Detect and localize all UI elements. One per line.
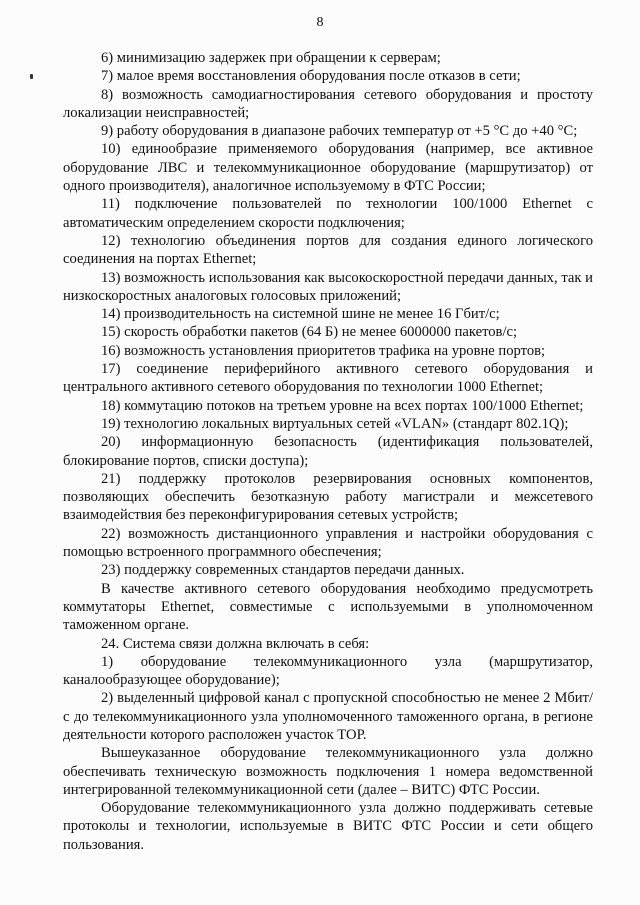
paragraph-item-20: 20) информационную безопасность (идентификация пользователей, блокирование портов, списки доступа); bbox=[63, 434, 593, 469]
paragraph-item-21: 21) поддержку протоколов резервирования основных компонентов, позволяющих обеспечить безотказную работу магистрали и межсетевого взаимодействия без переконфигурирования сетевых устройств; bbox=[63, 470, 593, 524]
paragraph-item-7: 7) малое время восстановления оборудования после отказов в сети; bbox=[101, 68, 521, 85]
scan-mark bbox=[30, 74, 33, 79]
paragraph-item-8: 8) возможность самодиагностирования сетевого оборудования и простоту локализации неисправностей; bbox=[63, 86, 593, 121]
paragraph-item-19: 19) технологию локальных виртуальных сетей «VLAN» (стандарт 802.1Q); bbox=[101, 415, 569, 432]
paragraph-item-17: 17) соединение периферийного активного сетевого оборудования и центрального активного сетевого оборудования по технологии 1000 Ethernet; bbox=[63, 361, 593, 396]
paragraph-item-11: 11) подключение пользователей по технологии 100/1000 Ethernet с автоматическим определением скорости подключения; bbox=[63, 196, 593, 231]
paragraph-item-22: 22) возможность дистанционного управления и настройки оборудования с помощью встроенного программного обеспечения; bbox=[63, 525, 593, 561]
paragraph-item-10: 10) единообразие применяемого оборудования (например, все активное оборудование ЛВС и телекоммуникационное оборудование (маршрутизатор) от одного производителя), аналогичное используемому в ФТС России; bbox=[63, 141, 593, 195]
paragraph-vits-connection: Вышеуказанное оборудование телекоммуникационного узла должно обеспечивать техническую возможность подключения 1 номера ведомственной интегрированной телекоммуникационной сети (далее – ВИТС) ФТС России. bbox=[63, 745, 593, 798]
document-body bbox=[63, 49, 593, 854]
section-heading-24: 24. Система связи должна включать в себя: bbox=[101, 635, 370, 652]
paragraph-item-12: 12) технологию объединения портов для создания единого логического соединения на портах Ethernet; bbox=[63, 232, 593, 268]
paragraph-item-6: 6) минимизацию задержек при обращении к серверам; bbox=[101, 50, 441, 66]
paragraph-item-23: 23) поддержку современных стандартов передачи данных. bbox=[101, 562, 465, 579]
paragraph-item-9: 9) работу оборудования в диапазоне рабочих температур от +5 °С до +40 °С; bbox=[101, 123, 578, 140]
paragraph-subitem-1: 1) оборудование телекоммуникационного узла (маршрутизатор, каналообразующее оборудование); bbox=[63, 653, 593, 689]
paragraph-item-13: 13) возможность использования как высокоскоростной передачи данных, так и низкоскоростных аналоговых голосовых приложений; bbox=[63, 269, 593, 304]
paragraph-item-16: 16) возможность установления приоритетов трафика на уровне портов; bbox=[101, 342, 546, 359]
paragraph-protocol-support: Оборудование телекоммуникационного узла должно поддерживать сетевые протоколы и технологии, используемые в ВИТС ФТС России и сети общего пользования. bbox=[63, 800, 593, 853]
paragraph-subitem-2: 2) выделенный цифровой канал с пропускной способностью не менее 2 Мбит/с до телекоммуникационного узла уполномоченного таможенного органа, в регионе деятельности которого расположен участок ТОР. bbox=[63, 690, 593, 743]
paragraph-item-18: 18) коммутацию потоков на третьем уровне на всех портах 100/1000 Ethernet; bbox=[101, 397, 584, 414]
paragraph-item-15: 15) скорость обработки пакетов (64 Б) не менее 6000000 пакетов/с; bbox=[101, 324, 518, 341]
paragraph-item-14: 14) производительность на системной шине не менее 16 Гбит/с; bbox=[101, 306, 500, 323]
paragraph-active-equipment-note: В качестве активного сетевого оборудования необходимо предусмотреть коммутаторы Ethernet, совместимые с используемыми в уполномоченном таможенном органе. bbox=[63, 580, 593, 634]
page-number: 8 bbox=[316, 15, 324, 30]
